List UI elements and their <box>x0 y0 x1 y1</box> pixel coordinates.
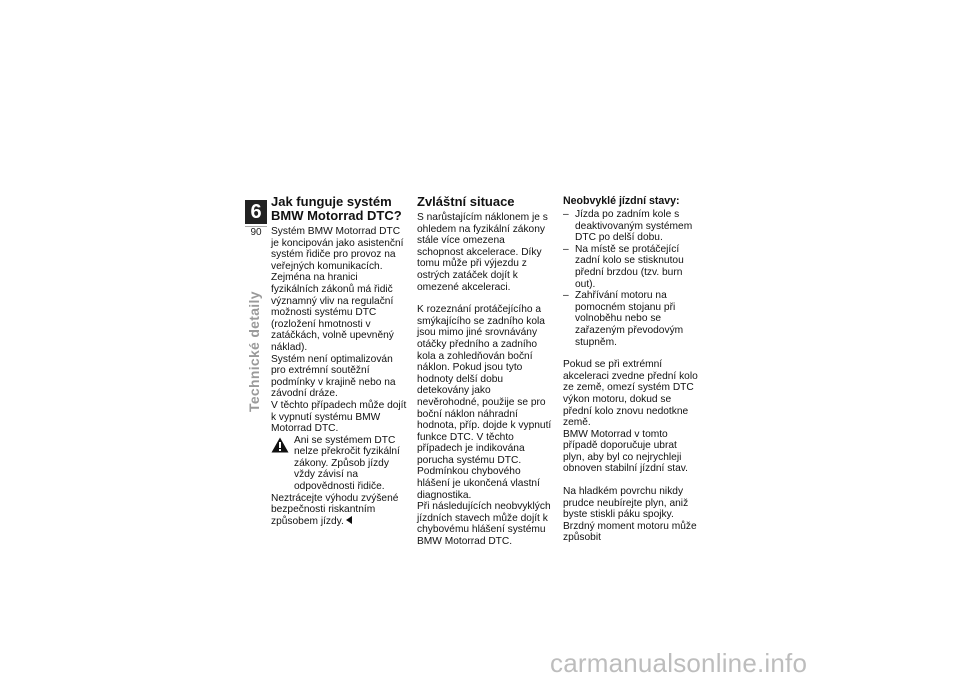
end-marker-icon <box>346 516 352 524</box>
paragraph: Systém BMW Motorrad DTC je koncipován jako asistenční systém řidiče pro provoz na veřejných komunikacích. Zejména na hranici fyzikálních zákonů má řidič významný vliv na regulační možnosti systému DTC (rozložení hmotnosti v zatáčkách, volně upevněný náklad). <box>271 226 404 353</box>
paragraph: BMW Motorrad v tomto případě doporučuje ubrat plyn, aby byl co nejrychleji obnoven stabilní jízdní stav. <box>563 428 688 475</box>
paragraph: Pokud se při extrémní akceleraci zvedne přední kolo ze země, omezí systém DTC výkon motoru, dokud se přední kolo znovu nedotkne země. <box>563 359 698 429</box>
section-label-text: Technické detaily <box>246 291 262 412</box>
paragraph: Při následujících neobvyklých jízdních stavech může dojít k chybovému hlášení systému BMW Motorrad DTC. <box>417 501 551 548</box>
paragraph: Na hladkém povrchu nikdy prudce neubírejte plyn, aniž byste stiskli páku spojky. Brzdný moment motoru může způsobit <box>563 486 697 544</box>
page-number: 90 <box>245 226 267 239</box>
column-3 <box>563 195 700 544</box>
heading-dtc-function: Jak funguje systém BMW Motorrad DTC? <box>271 194 402 223</box>
list-item: – Zahřívání motoru na pomocném stojanu při volnoběhu nebo se zařazeným převodovým stupněm. <box>563 290 700 348</box>
warning-block <box>271 435 408 493</box>
chapter-number: 6 <box>245 200 267 224</box>
paragraph-end <box>271 493 408 528</box>
paragraph: K rozeznání protáčejícího a smýkajícího se zadního kola jsou mimo jiné srovnávány otáčky předního a zadního kola a zohledňován boční náklon. Pokud jsou tyto hodnoty delší dobu detekovány jako nevěrohodné, použije se pro boční náklon náhradní hodnota, příp. dojde k vypnutí funkce DTC. V těchto případech je indikována porucha systému DTC. Podmínkou chybového hlášení je ukončená vlastní diagnostika. <box>417 304 552 501</box>
column-1 <box>271 195 408 527</box>
heading-special-situations: Zvláštní situace <box>417 194 515 209</box>
column-2 <box>417 195 554 548</box>
heading-unusual-states: Neobvyklé jízdní stavy: <box>563 195 680 207</box>
paragraph: V těchto případech může dojít k vypnutí systému BMW Motorrad DTC. <box>271 399 407 435</box>
paragraph: Systém není optimalizován pro extrémní soutěžní podmínky v krajině nebo na závodní dráze. <box>271 353 396 400</box>
section-label <box>246 252 264 412</box>
list-item: – Jízda po zadním kole s deaktivovaným systémem DTC po delší dobu. <box>563 209 700 244</box>
paragraph-text: Neztrácejte výhodu zvýšené bezpečnosti riskantním způsobem jízdy. <box>271 492 399 527</box>
list-item: – Na místě se protáčející zadní kolo se stisknutou přední brzdou (tzv. burn out). <box>563 244 700 290</box>
warning-icon <box>271 437 289 453</box>
paragraph: S narůstajícím náklonem je s ohledem na fyzikální zákony stále více omezena schopnost akcelerace. Díky tomu může při výjezdu z ostrých zatáček dojít k omezené akceleraci. <box>417 212 548 293</box>
unusual-states-list <box>563 209 700 348</box>
watermark: carmanualsonline.info <box>550 648 808 678</box>
warning-text: Ani se systémem DTC nelze překročit fyzikální zákony. Způsob jízdy vždy závisí na odpovědnosti řidiče. <box>294 434 400 493</box>
